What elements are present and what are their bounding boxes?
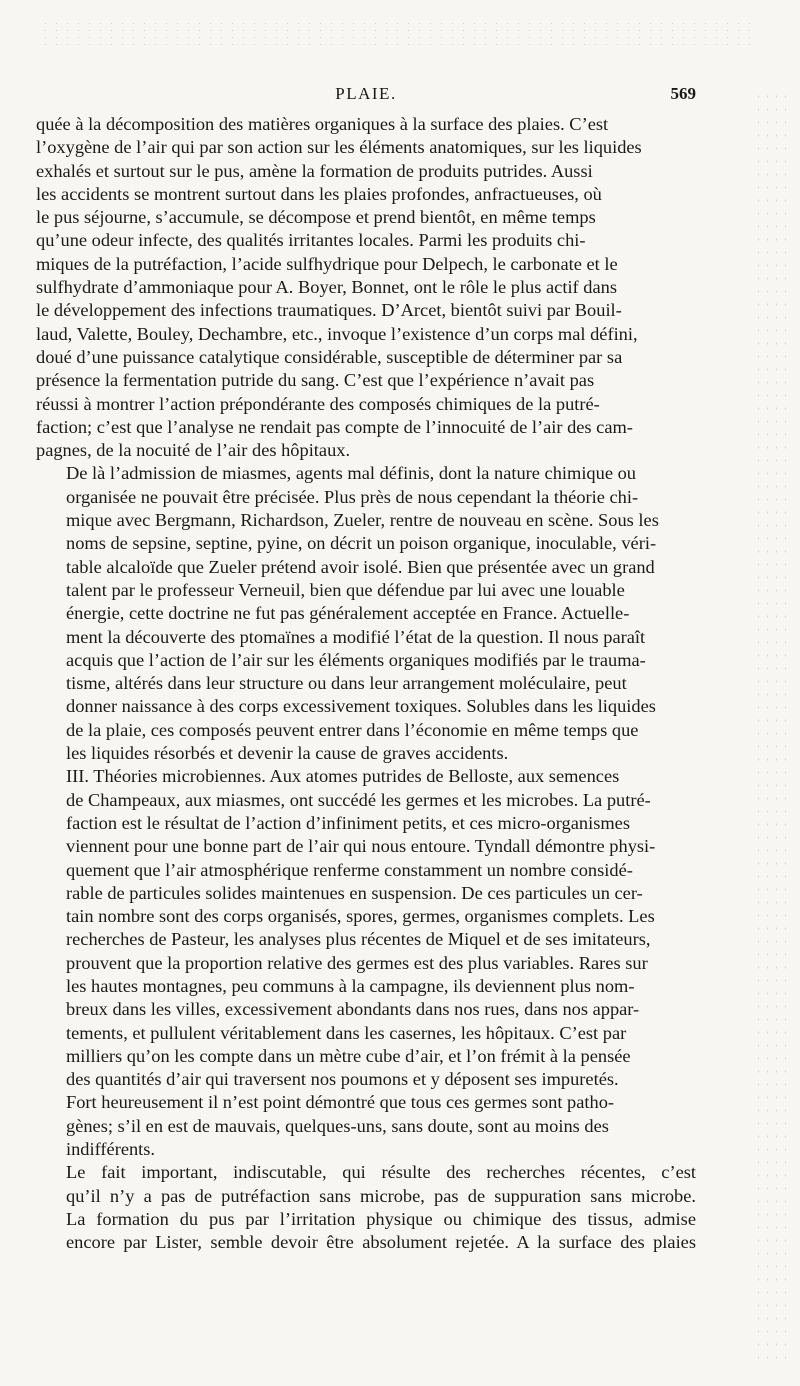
text-line: miques de la putréfaction, l’acide sulfhydrique pour Delpech, le carbonate et le [36, 253, 618, 274]
paragraph-fait-important [36, 1161, 696, 1254]
body-text [36, 113, 696, 1255]
text-line: donner naissance à des corps excessivement toxiques. Solubles dans les liquides [66, 696, 656, 717]
text-line: table alcaloïde que Zueler prétend avoir isolé. Bien que présentée avec un grand [66, 556, 655, 577]
text-line: quement que l’air atmosphérique renferme constamment un nombre considé- [66, 859, 633, 880]
text-line: encore par Lister, semble devoir être absolument rejetée. A la surface des plaies [66, 1232, 696, 1253]
text-line: tisme, altérés dans leur structure ou dans leur arrangement moléculaire, peut [66, 673, 627, 694]
text-line: organisée ne pouvait être précisée. Plus près de nous cependant la théorie chi- [66, 486, 639, 507]
text-line: acquis que l’action de l’air sur les éléments organiques modifiés par le trauma- [66, 649, 646, 670]
text-line: l’oxygène de l’air qui par son action sur les éléments anatomiques, sur les liquides [36, 137, 642, 158]
text-line: rable de particules solides maintenues en suspension. De ces particules un cer- [66, 882, 643, 903]
text-line: présence la fermentation putride du sang. C’est que l’expérience n’avait pas [36, 370, 595, 391]
text-line: recherches de Pasteur, les analyses plus récentes de Miquel et de ses imitateurs, [66, 929, 651, 950]
text-line: sulfhydrate d’ammoniaque pour A. Boyer, Bonnet, ont le rôle le plus actif dans [36, 277, 617, 298]
text-line: les liquides résorbés et devenir la cause de graves accidents. [66, 743, 509, 764]
text-line: qu’une odeur infecte, des qualités irritantes locales. Parmi les produits chi- [36, 230, 586, 251]
text-line: le développement des infections traumatiques. D’Arcet, bientôt suivi par Bouil- [36, 300, 622, 321]
text-line: De là l’admission de miasmes, agents mal définis, dont la nature chimique ou [66, 463, 636, 484]
text-line: laud, Valette, Bouley, Dechambre, etc., invoque l’existence d’un corps mal défini, [36, 323, 638, 344]
text-line: quée à la décomposition des matières organiques à la surface des plaies. C’est [36, 114, 609, 134]
page-number: 569 [670, 84, 696, 103]
paragraph-theories-microbiennes [36, 765, 696, 1161]
paragraph-putrefaction-chemistry [36, 113, 696, 462]
text-line: les accidents se montrent surtout dans les plaies profondes, anfractueuses, où [36, 183, 602, 204]
text-line: III. Théories microbiennes. Aux atomes putrides de Belloste, aux semences [66, 766, 620, 787]
text-line: faction est le résultat de l’action d’infiniment petits, et ces micro-organismes [66, 812, 630, 833]
text-line: noms de sepsine, septine, pyine, on décrit un poison organique, inoculable, véri- [66, 533, 657, 554]
text-line: viennent pour une bonne part de l’air qui nous entoure. Tyndall démontre physi- [66, 836, 656, 857]
text-line: La formation du pus par l’irritation physique ou chimique des tissus, admise [66, 1208, 696, 1229]
text-line: ment la découverte des ptomaïnes a modifié l’état de la question. Il nous paraît [66, 626, 646, 647]
text-line: réussi à montrer l’action prépondérante des composés chimiques de la putré- [36, 393, 600, 414]
text-line: qu’il n’y a pas de putréfaction sans microbe, pas de suppuration sans microbe. [66, 1185, 696, 1206]
running-title: PLAIE. [335, 84, 397, 103]
text-line: exhalés et surtout sur le pus, amène la formation de produits putrides. Aussi [36, 160, 593, 181]
text-line: milliers qu’on les compte dans un mètre cube d’air, et l’on frémit à la pensée [66, 1045, 631, 1066]
text-line: tain nombre sont des corps organisés, spores, germes, organismes complets. Les [66, 906, 655, 927]
book-page [36, 0, 696, 1386]
text-line: mique avec Bergmann, Richardson, Zueler, rentre de nouveau en scène. Sous les [66, 510, 659, 531]
text-line: tements, et pullulent véritablement dans les casernes, les hôpitaux. C’est par [66, 1022, 627, 1043]
text-line: de Champeaux, aux miasmes, ont succédé les germes et les microbes. La putré- [66, 789, 651, 810]
scan-speckle-right-edge [754, 90, 794, 1360]
text-line: doué d’une puissance catalytique considérable, susceptible de déterminer par sa [36, 346, 623, 367]
text-line: breux dans les villes, excessivement abondants dans nos rues, dans nos appar- [66, 999, 640, 1020]
text-line: indifférents. [66, 1139, 156, 1160]
page-header [36, 80, 696, 110]
text-line: prouvent que la proportion relative des germes est des plus variables. Rares sur [66, 952, 648, 973]
text-line: pagnes, de la nocuité de l’air des hôpitaux. [36, 440, 351, 461]
text-line: talent par le professeur Verneuil, bien que défendue par lui avec une louable [66, 579, 625, 600]
text-line: le pus séjourne, s’accumule, se décompose et prend bientôt, en même temps [36, 207, 596, 228]
text-line: les hautes montagnes, peu communs à la campagne, ils deviennent plus nom- [66, 975, 635, 996]
paragraph-miasmes [36, 462, 696, 765]
text-line: Le fait important, indiscutable, qui résulte des recherches récentes, c’est [66, 1162, 696, 1183]
text-line: des quantités d’air qui traversent nos poumons et y déposent ses impuretés. [66, 1069, 619, 1090]
text-line: faction; c’est que l’analyse ne rendait pas compte de l’innocuité de l’air des cam- [36, 416, 633, 437]
text-line: énergie, cette doctrine ne fut pas généralement acceptée en France. Actuelle- [66, 603, 630, 624]
text-line: Fort heureusement il n’est point démontré que tous ces germes sont patho- [66, 1092, 615, 1113]
text-line: de la plaie, ces composés peuvent entrer dans l’économie en même temps que [66, 719, 639, 740]
text-line: gènes; s’il en est de mauvais, quelques-uns, sans doute, sont au moins des [66, 1115, 609, 1136]
